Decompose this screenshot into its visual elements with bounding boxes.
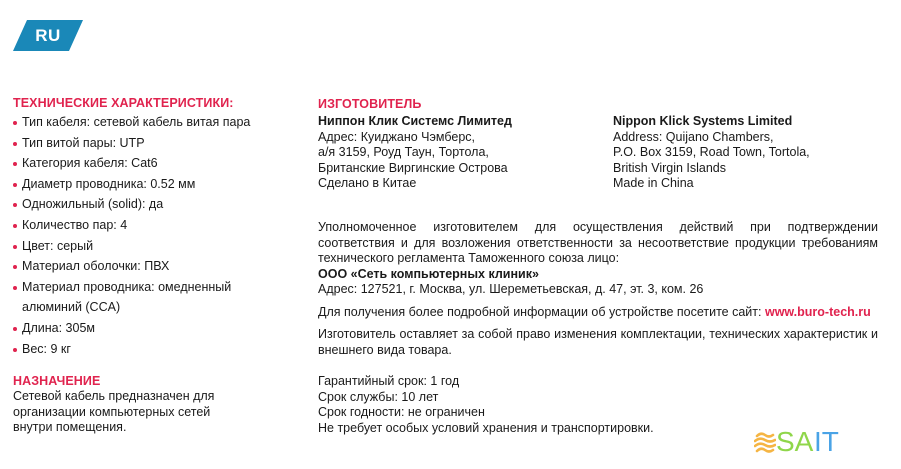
- logo-text-it: IT: [814, 426, 839, 457]
- spec-item: Количество пар: 4: [13, 215, 303, 236]
- website-link[interactable]: www.buro-tech.ru: [764, 305, 871, 319]
- authorized-company: ООО «Сеть компьютерных клиник»: [318, 266, 539, 281]
- manufacturer-name-en: Nippon Klick Systems Limited: [613, 114, 793, 128]
- spec-item: Вес: 9 кг: [13, 339, 303, 360]
- authorized-representative-section: [318, 220, 878, 298]
- bullet-icon: [13, 265, 17, 269]
- spec-item: Тип кабеля: сетевой кабель витая пара: [13, 112, 303, 133]
- warranty-line: Гарантийный срок: 1 год: [318, 374, 460, 388]
- authorized-text: Уполномоченное изготовителем для осуществления действий при подтверждении соответствия и для возложения ответственности за несоответствие продукции требованиям технического регламента Таможенного союза лицо:: [318, 220, 878, 265]
- bullet-icon: [13, 121, 17, 125]
- info-section: [318, 305, 878, 321]
- bullet-icon: [13, 224, 17, 228]
- purpose-line: внутри помещения.: [13, 420, 127, 434]
- spec-list: [13, 112, 303, 359]
- bullet-icon: [13, 245, 17, 249]
- address-line: Address: Quijano Chambers,: [613, 129, 774, 144]
- spec-item: Материал проводника: омедненный: [13, 277, 303, 298]
- spec-item: Цвет: серый: [13, 236, 303, 257]
- spec-item: Длина: 305м: [13, 318, 303, 339]
- bullet-icon: [13, 203, 17, 207]
- spec-item: Тип витой пары: UTP: [13, 133, 303, 154]
- storage-line: Не требует особых условий хранения и транспортировки.: [318, 420, 654, 435]
- specifications-heading: ТЕХНИЧЕСКИЕ ХАРАКТЕРИСТИКИ:: [13, 96, 234, 110]
- logo-text-sa: SA: [776, 426, 814, 457]
- purpose-line: Сетевой кабель предназначен для: [13, 389, 215, 403]
- bullet-icon: [13, 286, 17, 290]
- bullet-icon: [13, 142, 17, 146]
- spec-item: Диаметр проводника: 0.52 мм: [13, 174, 303, 195]
- spec-item: Одножильный (solid): да: [13, 194, 303, 215]
- language-badge: [13, 20, 83, 51]
- manufacturer-en-section: [613, 114, 873, 192]
- wave-icon: [754, 430, 776, 456]
- sait-logo: [754, 428, 854, 458]
- purpose-section: [13, 374, 253, 436]
- bullet-icon: [13, 348, 17, 352]
- address-line: P.O. Box 3159, Road Town, Tortola,: [613, 145, 810, 159]
- manufacturer-heading: ИЗГОТОВИТЕЛЬ: [318, 97, 422, 111]
- specifications-section: [13, 96, 303, 359]
- disclaimer-text: Изготовитель оставляет за собой право изменения комплектации, технических характеристик и внешнего вида товара.: [318, 327, 878, 357]
- spec-item: Категория кабеля: Cat6: [13, 153, 303, 174]
- address-line: British Virgin Islands: [613, 160, 727, 175]
- address-line: Британские Виргинские Острова: [318, 160, 508, 175]
- bullet-icon: [13, 183, 17, 187]
- language-code: RU: [35, 26, 61, 45]
- origin-line: Made in China: [613, 176, 694, 190]
- spec-item: Материал оболочки: ПВХ: [13, 256, 303, 277]
- manufacturer-ru-section: [318, 97, 598, 192]
- purpose-line: организации компьютерных сетей: [13, 404, 211, 419]
- purpose-heading: НАЗНАЧЕНИЕ: [13, 374, 101, 388]
- address-line: Адрес: Куиджано Чэмберс,: [318, 129, 475, 144]
- origin-line: Сделано в Китае: [318, 176, 417, 190]
- authorized-address: Адрес: 127521, г. Москва, ул. Шереметьевская, д. 47, эт. 3, ком. 26: [318, 282, 704, 296]
- service-life-line: Срок службы: 10 лет: [318, 389, 439, 404]
- info-line: Для получения более подробной информации об устройстве посетите сайт: www.buro-tech.ru: [318, 305, 871, 319]
- bullet-icon: [13, 162, 17, 166]
- bullet-icon: [13, 327, 17, 331]
- address-line: а/я 3159, Роуд Таун, Тортола,: [318, 145, 489, 159]
- spec-item-continuation: алюминий (CCA): [22, 300, 121, 315]
- manufacturer-name-ru: Ниппон Клик Системс Лимитед: [318, 114, 512, 128]
- disclaimer-section: [318, 327, 878, 358]
- shelf-life-line: Срок годности: не ограничен: [318, 405, 485, 419]
